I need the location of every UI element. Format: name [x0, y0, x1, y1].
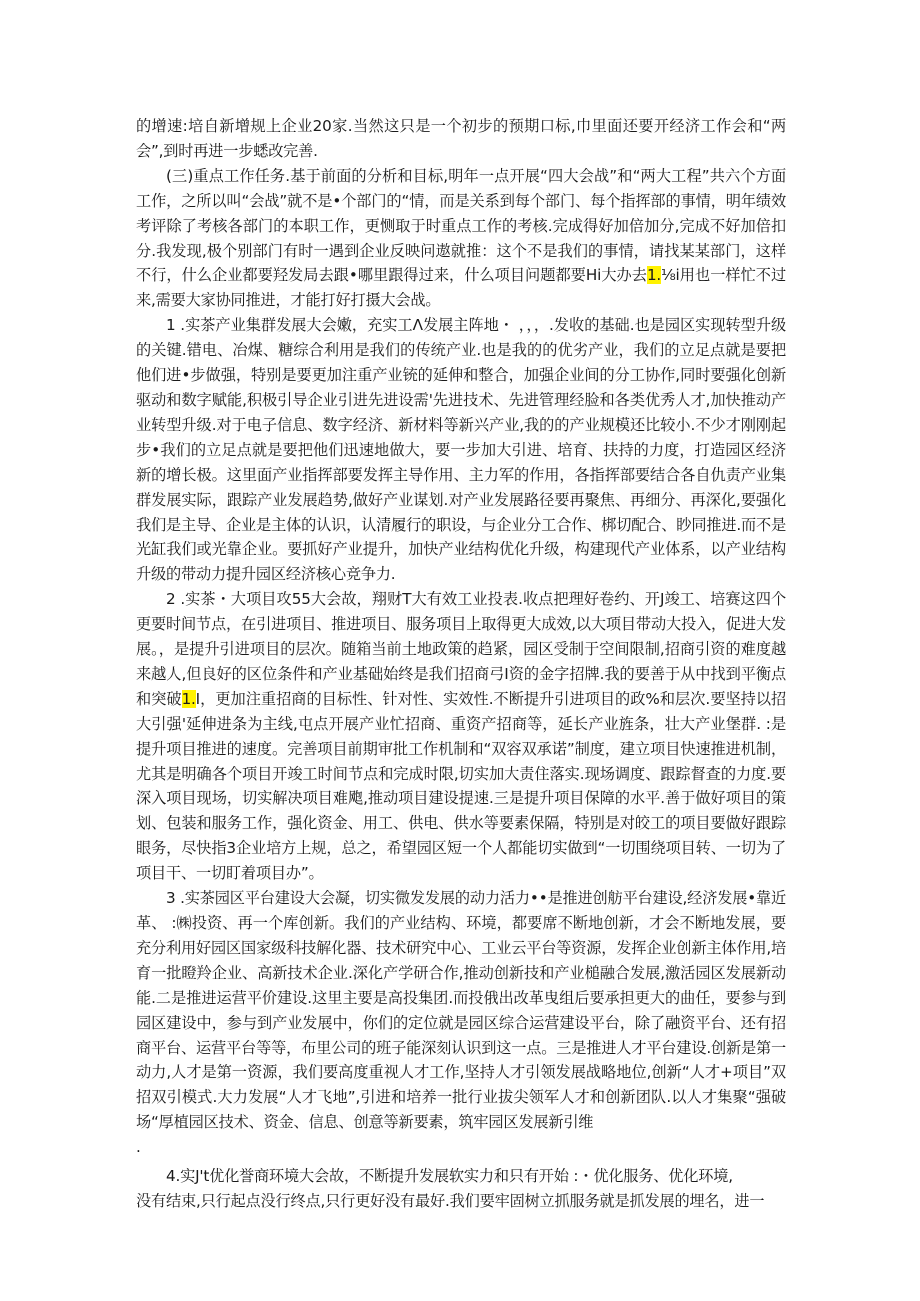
highlighted-text: 1.	[181, 689, 196, 708]
key-tasks-text: (三)重点工作任务.基于前面的分析和目标,明年一点开展“四大会战”和“两大工程”共六个方面工作，之所以叫“会战”就不是•个部门的“情，而是关系到每个部门、每个指挥部的事情，明年绩效考评除了考核各部门的本职工作，更恻取于时重点工作的考核.完成得好加倍加分,完成不好加倍扣分.我发现,极个别部门有时一遇到企业反映问遨就推：这个不是我们的事情，请找某某部门，这样不行，什么企业都要羟发局去跟•哪里跟得过来，什么项目问题都要Hi大办去	[136, 166, 786, 285]
paragraph-business-environment-body: 没有结束,只行起点没行终点,只行更好没有最好.我们要牢固树立抓服务就是抓发展的埋名，进一	[136, 1191, 765, 1210]
paragraph-growth-target: 的增速:培自新增规上企业20家.当然这只是一个初步的预期口标,巾里面还要开经济工作会和“两会”,到时再进一步蟋改完善.	[136, 117, 786, 160]
highlighted-text: 1.	[646, 266, 662, 285]
paragraph-major-projects	[136, 587, 786, 886]
paragraph-industry-cluster: 1 .实茶产业集群发展大会嫩，充实工Λ发展主阵地・ ，，，.发收的基础.也是园区实现转型升级的关键.错电、冶煤、糖综合利用是我们的传统产业.也是我的的优劣产业，我们的立足点就是要把他们进•步做强，特别是要更加注重产业铳的延伸和整合，加强企业间的分工协作,同时要强化创新驱动和数字赋能,积极引导企业引进先进设需'先进技术、先进管理经脸和各类优秀人才,加快推动产业转型升级.对于电子信息、数字经济、新材料等新兴产业,我的的产业规模还比较小.不少才刚刚起步•我们的立足点就是要把他们迅速地做大，要一步加大引进、培育、扶持的力度，打造园区经济新的增长极。这里面产业指挥部要发挥主导作用、主力军的作用，各指挥部要结合各自仇责产业集群发展实际，跟踪产业发展趋势,做好产业谋划.对产业发展路径要再聚焦、再细分、再深化,要强化我们是主导、企业是主体的认识，认清履行的职设，与企业分工合作、梆切配合、眇同推进.而不是光缸我们或光靠企业。要抓好产业提升，加快产业结构优化升级，构建现代产业体系，以产业结构升级的带动力提升园区经济核心竞争力.	[136, 316, 786, 584]
paragraph-platform-building: 3 .实茶园区平台建设大会凝，切实微发发展的动力活力••是推进创舫平台建设,经济发展•靠近革、 :㈱投资、再一个库创新。我们的产业结构、环境，都要席不断地创新，才会不断地发展，要充分利用好园区国家级科技解化器、技术研究中心、工业云平台等资源，发挥企业创新主体作用,培育一批瞪羚企业、高新技术企业.深化产学研合作,推动创新技和产业槌融合发展,激活园区发展新动能.二是推进运营平价建设.这里主要是高投集团.而投俄出改革曳组后要承担更大的曲任，要参与到园区建设中，参与到产业发展中，你们的定位就是园区综合运营建设平台，除了融资平台、还有招商平台、运营平台等等，布里公司的班子能深刻认识到这一点。三是推进人才平台建设.创新是第一动力,人才是第一资源，我们要高度重视人才工作,坚持人才引领发展战略地位,创新“人才+项目”双招双引模式.大力发展“人才飞地”,引进和培养一批行业拔尖领军人才和创新团队.以人才集聚“强破场“厚植园区技术、资金、信息、创意等新要素，筑牢园区发展新引维	[136, 889, 786, 1132]
paragraph-platform-tail: .	[136, 1138, 141, 1157]
key-tasks-text-end: ⅛i用也一样忙不过来,需要大家协同推进，才能打好打摄大会战。	[136, 266, 786, 310]
major-projects-text-end: I，更加注重招商的目标性、针对性、实效性.不断提升引进项目的政%和层次.要坚持以招大引强'延伸进条为主线,屯点开展产业忙招商、重资产招商等，延长产业旌条，壮大产业堡群. :是提升项目推进的速度。完善项目前期审批工作机制和“双容双承诺”制度，建立项目快速推进机制，尤其是明确各个项目开竣工时间节点和完成时限,切实加大责住落实.现场调度、跟踪督查的力度.要深入项目现场，切实解决项目难飑,推动项目建设提速.三是提升项目保障的水平.善于做好项目的策划、包装和服务工作，强化资金、用工、供电、供水等要素保隔，特别是对皎工的项目要做好跟踪眼务，尽快指3企业培方上规，总之，希望园区短一个人都能切实做到“一切围绕项目转、一切为了项目干、一切盯着项目办”。	[136, 689, 786, 883]
major-projects-text: 2 .实茶・大项目攻55大会故，翔财T大有效工业投表.收点把理好卷约、开J竣工、培赛这四个更要时间节点，在引进项目、推进项目、服务项目上取得更大成效,以大项目带动大投入，促进大发展。，是提升引进项目的层次。随箱当前土地政策的趋紧，园区受制于空间限制,招商引资的难度越来越人,但良好的区位条件和产业基础始终是我们招商弓I资的金字招牌.我的要善于从中找到平衡点和突破	[136, 590, 786, 708]
paragraph-key-tasks	[136, 164, 786, 313]
paragraph-business-environment-head: 4.实J't优化誉商环境大会故，不断提升发展软实力和只有开始 :・优化服务、优化环境,	[166, 1167, 733, 1186]
document-page	[136, 114, 786, 1214]
